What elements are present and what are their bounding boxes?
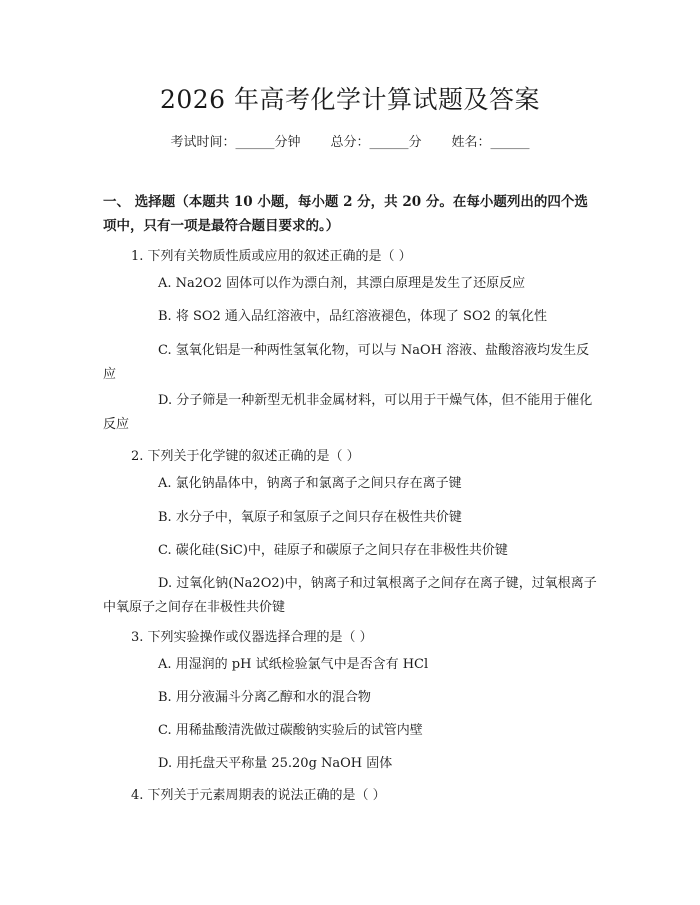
question-stem-2: 2. 下列关于化学键的叙述正确的是（ ） — [131, 449, 360, 464]
question-3-option-b: B. 用分液漏斗分离乙醇和水的混合物 — [158, 690, 371, 705]
question-2-option-c: C. 碳化硅(SiC)中，硅原子和碳原子之间只存在非极性共价键 — [158, 543, 508, 558]
section-heading: 一、 选择题（本题共 10 小题，每小题 2 分，共 20 分。在每小题列出的四个选项中，只有一项是最符合题目要求的。） — [103, 194, 588, 234]
question-1-option-d: D. 分子筛是一种新型无机非金属材料，可以用于干燥气体，但不能用于催化反应 — [103, 393, 593, 432]
question-stem-1: 1. 下列有关物质性质或应用的叙述正确的是（ ） — [131, 249, 412, 264]
exam-meta — [0, 131, 700, 150]
question-1-option-a: A. Na2O2 固体可以作为漂白剂，其漂白原理是发生了还原反应 — [158, 276, 526, 291]
question-2-option-d: D. 过氧化钠(Na2O2)中，钠离子和过氧根离子之间存在离子键，过氧根离子中氧原子之间存在非极性共价键 — [103, 576, 597, 615]
question-3-option-a: A. 用湿润的 pH 试纸检验氯气中是否含有 HCl — [158, 657, 429, 672]
question-2-option-a: A. 氯化钠晶体中，钠离子和氯离子之间只存在离子键 — [158, 476, 462, 491]
exam-time-label: 考试时间：______分钟 — [170, 135, 301, 150]
question-3-option-d: D. 用托盘天平称量 25.20g NaOH 固体 — [158, 756, 393, 771]
page-title: 2026 年高考化学计算试题及答案 — [159, 85, 541, 114]
question-stem-3: 3. 下列实验操作或仪器选择合理的是（ ） — [131, 630, 373, 645]
total-score-label: 总分：______分 — [330, 135, 422, 150]
question-stem-4: 4. 下列关于元素周期表的说法正确的是（ ） — [131, 788, 386, 803]
question-2-option-b: B. 水分子中，氧原子和氢原子之间只存在极性共价键 — [158, 510, 462, 525]
question-3-option-c: C. 用稀盐酸清洗做过碳酸钠实验后的试管内壁 — [158, 723, 423, 738]
question-1-option-c: C. 氢氧化铝是一种两性氢氧化物，可以与 NaOH 溶液、盐酸溶液均发生反应 — [103, 343, 590, 382]
question-1-option-b: B. 将 SO2 通入品红溶液中，品红溶液褪色，体现了 SO2 的氧化性 — [158, 309, 548, 324]
student-name-label: 姓名：______ — [451, 135, 530, 150]
